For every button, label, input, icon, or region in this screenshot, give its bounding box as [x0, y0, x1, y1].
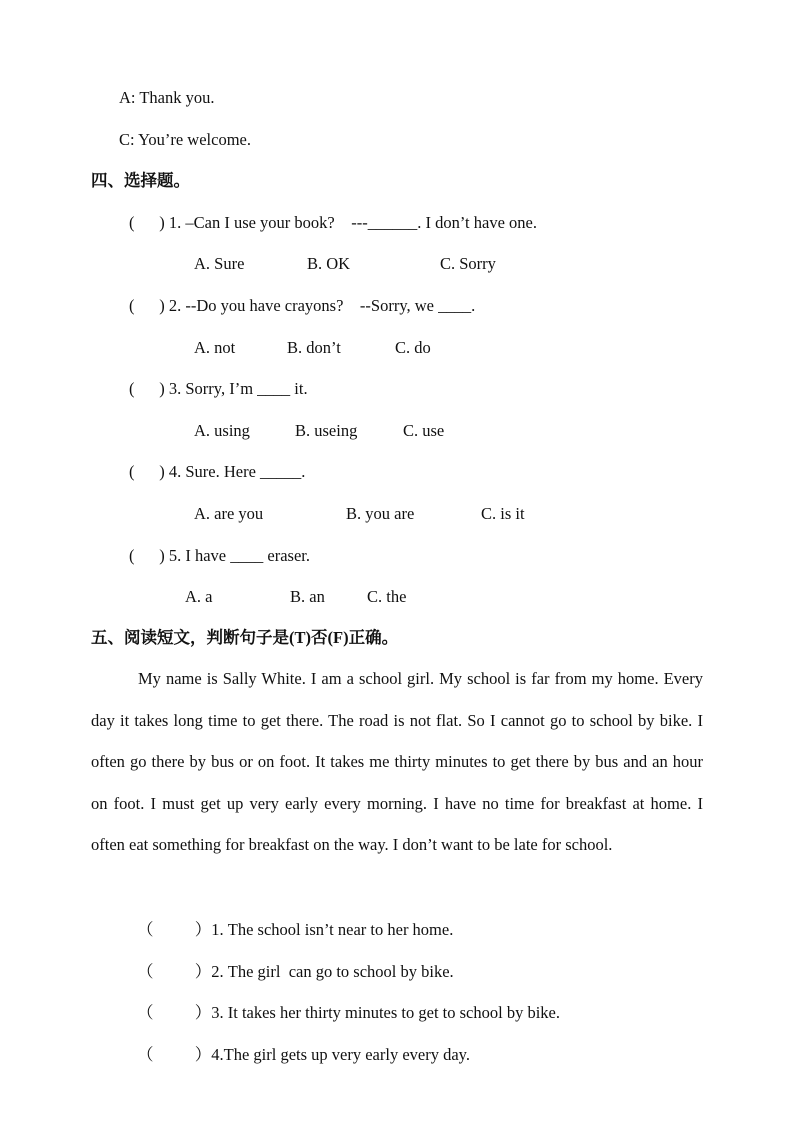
question-5: ( ) 5. I have ____ eraser. — [129, 546, 310, 565]
q1-option-b: B. OK — [307, 254, 351, 273]
statement-4: （ ）4.The girl gets up very early every day. — [137, 1045, 470, 1064]
q2-option-a: A. not — [194, 338, 236, 357]
question-1: ( ) 1. –Can I use your book? ---______. I don’t have one. — [129, 213, 537, 232]
question-2: ( ) 2. --Do you have crayons? --Sorry, we ____. — [129, 296, 476, 315]
option-c-line: C: You’re welcome. — [119, 130, 251, 149]
q4-option-c: C. is it — [481, 504, 525, 523]
q3-option-c: C. use — [403, 421, 445, 440]
statement-2: （ ）2. The girl can go to school by bike. — [137, 962, 454, 981]
statement-3: （ ）3. It takes her thirty minutes to get to school by bike. — [137, 1003, 560, 1022]
statement-1: （ ）1. The school isn’t near to her home. — [137, 920, 454, 939]
option-a-line: A: Thank you. — [119, 88, 215, 107]
q5-option-b: B. an — [290, 587, 325, 606]
q1-option-a: A. Sure — [194, 254, 245, 273]
section-5-title: 五、阅读短文，判断句子是(T)否(F)正确。 — [91, 628, 399, 647]
q1-option-c: C. Sorry — [440, 254, 496, 273]
reading-passage: My name is Sally White. I am a school girl. My school is far from my home. Every day it takes long time to get there. The road is not flat. So I cannot go to school by bike. I often go there by bus or on foot. It takes me thirty minutes to get there by bus and an hour on foot. I must get up very early every morning. I have no time for breakfast at home. I often eat something for breakfast on the way. I don’t want to be late for school. — [91, 669, 703, 854]
q4-option-b: B. you are — [346, 504, 415, 523]
q2-option-b: B. don’t — [287, 338, 341, 357]
section-4-title: 四、选择题。 — [91, 171, 190, 190]
q3-option-b: B. useing — [295, 421, 358, 440]
q4-option-a: A. are you — [194, 504, 264, 523]
q3-option-a: A. using — [194, 421, 250, 440]
q5-option-c: C. the — [367, 587, 407, 606]
q2-option-c: C. do — [395, 338, 431, 357]
question-4: ( ) 4. Sure. Here _____. — [129, 462, 306, 481]
question-3: ( ) 3. Sorry, I’m ____ it. — [129, 379, 308, 398]
q5-option-a: A. a — [185, 587, 213, 606]
